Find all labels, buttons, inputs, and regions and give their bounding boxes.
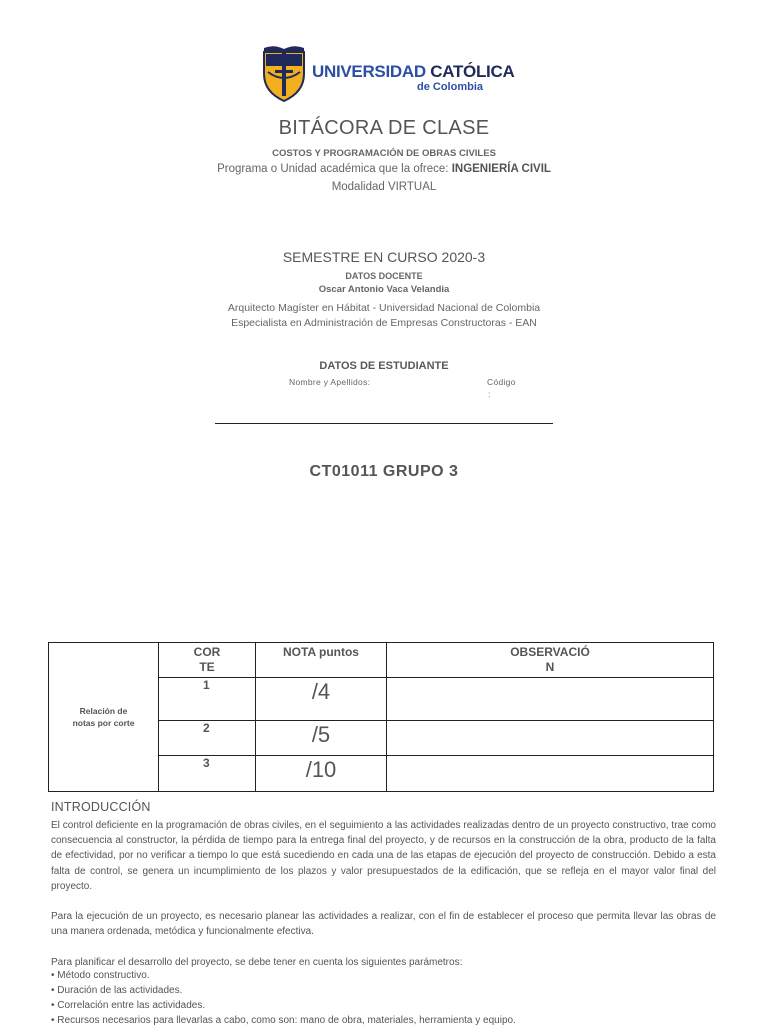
header-obs-line2: N <box>545 660 555 674</box>
observacion-cell[interactable] <box>387 756 714 792</box>
corte-cell: 2 <box>159 721 256 756</box>
university-logo <box>262 44 515 104</box>
corte-cell: 1 <box>159 678 256 721</box>
list-item: • Correlación entre las actividades. <box>51 1000 206 1011</box>
course-name: COSTOS Y PROGRAMACIÓN DE OBRAS CIVILES <box>272 148 496 159</box>
teacher-name: Oscar Antonio Vaca Velandia <box>318 284 450 295</box>
logo-subname: de Colombia <box>417 81 484 93</box>
logo-name <box>312 62 514 82</box>
grades-table <box>48 642 714 792</box>
student-name-label: Nombre y Apellidos: <box>289 377 371 387</box>
header-corte-line1: COR <box>193 645 221 659</box>
intro-paragraph-1: El control deficiente en la programación de obras civiles, en el seguimiento a las actividades realizadas dentro de un proyecto constructivo, trae como consecuencia al constructor, la pérdida de tiempo para la entrega final del proyecto, y de recursos en la construcción de la obra, producto de la falta de efectividad, por no verificar a tiempo lo que está sucediendo en cada una de las etapas de ejecución del proyecto de construcción. Debido a esta falta de control, se genera un incumplimiento de los plazos y valor presupuestados de la edificación, que se refleja en el mayor valor final del proyecto. <box>51 820 716 892</box>
logo-name-part1: UNIVERSIDAD <box>312 62 426 81</box>
header-obs-line1: OBSERVACIÓ <box>510 645 590 659</box>
row-label-cell <box>49 643 159 792</box>
nota-cell: /10 <box>256 756 387 792</box>
header-corte-line2: TE <box>199 660 215 674</box>
signature-line <box>215 423 553 424</box>
corte-cell: 3 <box>159 756 256 792</box>
program-value: INGENIERÍA CIVIL <box>451 163 551 175</box>
header-corte <box>159 643 256 678</box>
row-label: Relación de notas por corte <box>72 706 135 728</box>
intro-paragraph-2: Para la ejecución de un proyecto, es necesario planear las actividades a realizar, con el fin de establecer el proceso que permita llevar las obras de una manera ordenada, metódica y funcionalmente efectiva. <box>51 911 716 938</box>
nota-cell: /4 <box>256 678 387 721</box>
student-code-label: Código <box>487 377 516 387</box>
teacher-heading: DATOS DOCENTE <box>345 271 423 281</box>
logo-name-part2: CATÓLICA <box>430 62 515 81</box>
observacion-cell[interactable] <box>387 721 714 756</box>
program-label: Programa o Unidad académica que la ofrece: <box>217 163 449 175</box>
header-nota: NOTA puntos <box>256 643 387 678</box>
shield-icon <box>262 44 306 102</box>
table-header-row <box>49 643 714 678</box>
modality: Modalidad VIRTUAL <box>331 181 437 193</box>
intro-paragraph-3: Para planificar el desarrollo del proyecto, se debe tener en cuenta los siguientes parámetros: <box>51 957 463 968</box>
page-title: BITÁCORA DE CLASE <box>278 117 490 139</box>
teacher-degree-2: Especialista en Administración de Empresas Constructoras - EAN <box>231 317 537 329</box>
list-item: • Duración de las actividades. <box>51 985 183 996</box>
header-observacion <box>387 643 714 678</box>
program-line <box>0 163 768 175</box>
semester-label: SEMESTRE EN CURSO 2020-3 <box>282 249 486 265</box>
intro-heading: INTRODUCCIÓN <box>51 800 151 814</box>
observacion-cell[interactable] <box>387 678 714 721</box>
student-heading: DATOS DE ESTUDIANTE <box>319 360 449 372</box>
teacher-degree-1: Arquitecto Magíster en Hábitat - Universidad Nacional de Colombia <box>227 302 541 314</box>
nota-cell: /5 <box>256 721 387 756</box>
group-code: CT01011 GRUPO 3 <box>309 463 459 480</box>
list-item: • Método constructivo. <box>51 970 150 981</box>
student-code-colon: : <box>488 389 491 399</box>
list-item: • Recursos necesarios para llevarlas a cabo, como son: mano de obra, materiales, herramienta y equipo. <box>51 1015 516 1026</box>
